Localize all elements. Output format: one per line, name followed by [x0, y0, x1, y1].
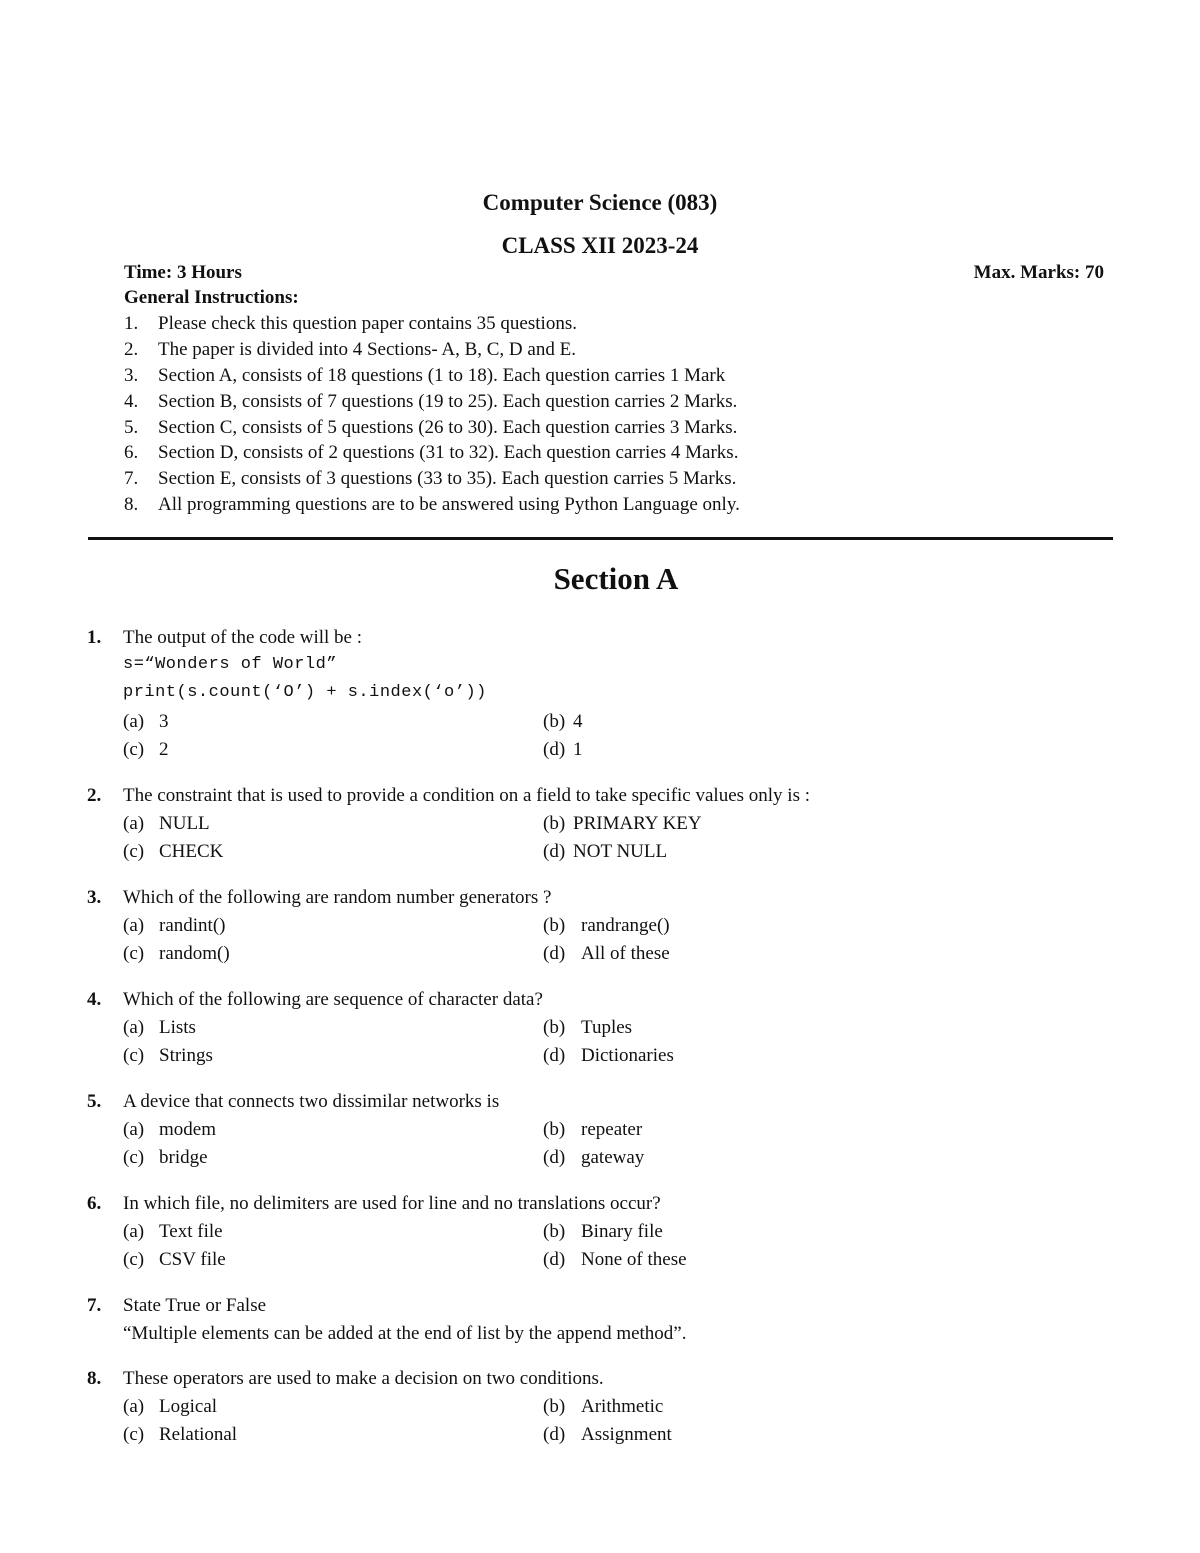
- instruction-number: 8.: [124, 494, 139, 516]
- instruction-item: [124, 391, 740, 417]
- option-b: (b) Arithmetic: [543, 1396, 664, 1417]
- instruction-number: 7.: [124, 468, 139, 490]
- horizontal-rule: [88, 537, 1113, 540]
- options-grid: [123, 1396, 1117, 1452]
- instruction-item: [124, 313, 740, 339]
- question-2: [87, 785, 1117, 869]
- instruction-text: Section D, consists of 2 questions (31 to 32). Each question carries 4 Marks.: [158, 442, 739, 464]
- code-line: s=“Wonders of World”: [123, 655, 338, 674]
- option-b: (b) Tuples: [543, 1017, 633, 1038]
- options-grid: [123, 1221, 1117, 1277]
- option-b: (b) 4: [543, 711, 583, 732]
- instruction-item: [124, 494, 740, 520]
- option-c: (c) random(): [123, 943, 230, 964]
- max-marks-label: Max. Marks: 70: [973, 262, 1104, 283]
- instruction-item: [124, 365, 740, 391]
- question-1: [87, 627, 1117, 767]
- option-c: (c) Strings: [123, 1045, 213, 1066]
- question-5: [87, 1091, 1117, 1175]
- question-number: 5.: [87, 1091, 102, 1112]
- question-number: 4.: [87, 989, 102, 1010]
- question-statement: “Multiple elements can be added at the end of list by the append method”.: [123, 1323, 687, 1344]
- question-number: 8.: [87, 1368, 102, 1389]
- option-b: (b) randrange(): [543, 915, 670, 936]
- question-number: 2.: [87, 785, 102, 806]
- option-a: (a) Text file: [123, 1221, 223, 1242]
- question-8: [87, 1368, 1117, 1452]
- option-b: (b) repeater: [543, 1119, 643, 1140]
- paper-title: Computer Science (083): [482, 190, 718, 215]
- instruction-number: 1.: [124, 313, 139, 334]
- question-text: The constraint that is used to provide a condition on a field to take specific values only is :: [123, 785, 810, 806]
- instruction-text: All programming questions are to be answered using Python Language only.: [158, 494, 740, 516]
- options-grid: [123, 1119, 1117, 1175]
- instruction-text: Section C, consists of 5 questions (26 to 30). Each question carries 3 Marks.: [158, 416, 738, 438]
- instruction-item: [124, 468, 740, 494]
- question-number: 3.: [87, 887, 102, 908]
- question-text: Which of the following are random number generators ?: [123, 887, 552, 908]
- instruction-item: [124, 339, 740, 365]
- option-c: (c) 2: [123, 739, 169, 760]
- option-b: (b) Binary file: [543, 1221, 663, 1242]
- question-text: Which of the following are sequence of character data?: [123, 989, 543, 1010]
- option-a: (a) 3: [123, 711, 169, 732]
- instruction-number: 3.: [124, 364, 139, 386]
- instruction-item: [124, 417, 740, 443]
- general-instructions-heading: General Instructions:: [124, 287, 299, 308]
- options-grid: [123, 1017, 1117, 1073]
- option-c: (c) CHECK: [123, 841, 224, 862]
- question-4: [87, 989, 1117, 1073]
- question-text: A device that connects two dissimilar networks is: [123, 1091, 500, 1112]
- instruction-number: 2.: [124, 338, 139, 360]
- option-a: (a) Logical: [123, 1396, 218, 1417]
- option-d: (d) All of these: [543, 943, 670, 964]
- question-6: [87, 1193, 1117, 1277]
- instruction-text: Please check this question paper contains 35 questions.: [158, 313, 577, 334]
- option-a: (a) NULL: [123, 813, 210, 834]
- question-text: State True or False: [123, 1295, 267, 1316]
- instruction-text: The paper is divided into 4 Sections- A, B, C, D and E.: [158, 338, 576, 360]
- section-title: Section A: [553, 561, 679, 596]
- instruction-text: Section A, consists of 18 questions (1 to 18). Each question carries 1 Mark: [158, 364, 726, 386]
- instruction-text: Section B, consists of 7 questions (19 to 25). Each question carries 2 Marks.: [158, 390, 738, 412]
- question-text: The output of the code will be :: [123, 627, 363, 648]
- option-d: (d) 1: [543, 739, 583, 760]
- instructions-list: [124, 313, 740, 520]
- question-text: These operators are used to make a decision on two conditions.: [123, 1368, 604, 1389]
- option-b: (b) PRIMARY KEY: [543, 813, 702, 834]
- options-grid: [123, 813, 1117, 869]
- question-text: In which file, no delimiters are used for line and no translations occur?: [123, 1193, 661, 1214]
- instruction-number: 6.: [124, 442, 139, 464]
- option-d: (d) gateway: [543, 1147, 645, 1168]
- instruction-number: 5.: [124, 416, 139, 438]
- option-d: (d) Assignment: [543, 1424, 672, 1445]
- question-number: 1.: [87, 627, 102, 648]
- question-number: 6.: [87, 1193, 102, 1214]
- question-3: [87, 887, 1117, 971]
- instruction-item: [124, 442, 740, 468]
- class-title: CLASS XII 2023-24: [501, 233, 699, 258]
- options-grid: [123, 711, 1117, 767]
- question-number: 7.: [87, 1295, 102, 1316]
- option-a: (a) randint(): [123, 915, 226, 936]
- option-c: (c) bridge: [123, 1147, 208, 1168]
- code-line: print(s.count(‘O’) + s.index(‘o’)): [123, 683, 487, 702]
- option-d: (d) NOT NULL: [543, 841, 668, 862]
- option-a: (a) modem: [123, 1119, 216, 1140]
- option-c: (c) Relational: [123, 1424, 238, 1445]
- instruction-text: Section E, consists of 3 questions (33 to 35). Each question carries 5 Marks.: [158, 468, 737, 490]
- option-d: (d) None of these: [543, 1249, 687, 1270]
- option-d: (d) Dictionaries: [543, 1045, 674, 1066]
- instruction-number: 4.: [124, 390, 139, 412]
- option-a: (a) Lists: [123, 1017, 196, 1038]
- question-7: [87, 1295, 1117, 1351]
- options-grid: [123, 915, 1117, 971]
- time-label: Time: 3 Hours: [124, 262, 242, 283]
- option-c: (c) CSV file: [123, 1249, 226, 1270]
